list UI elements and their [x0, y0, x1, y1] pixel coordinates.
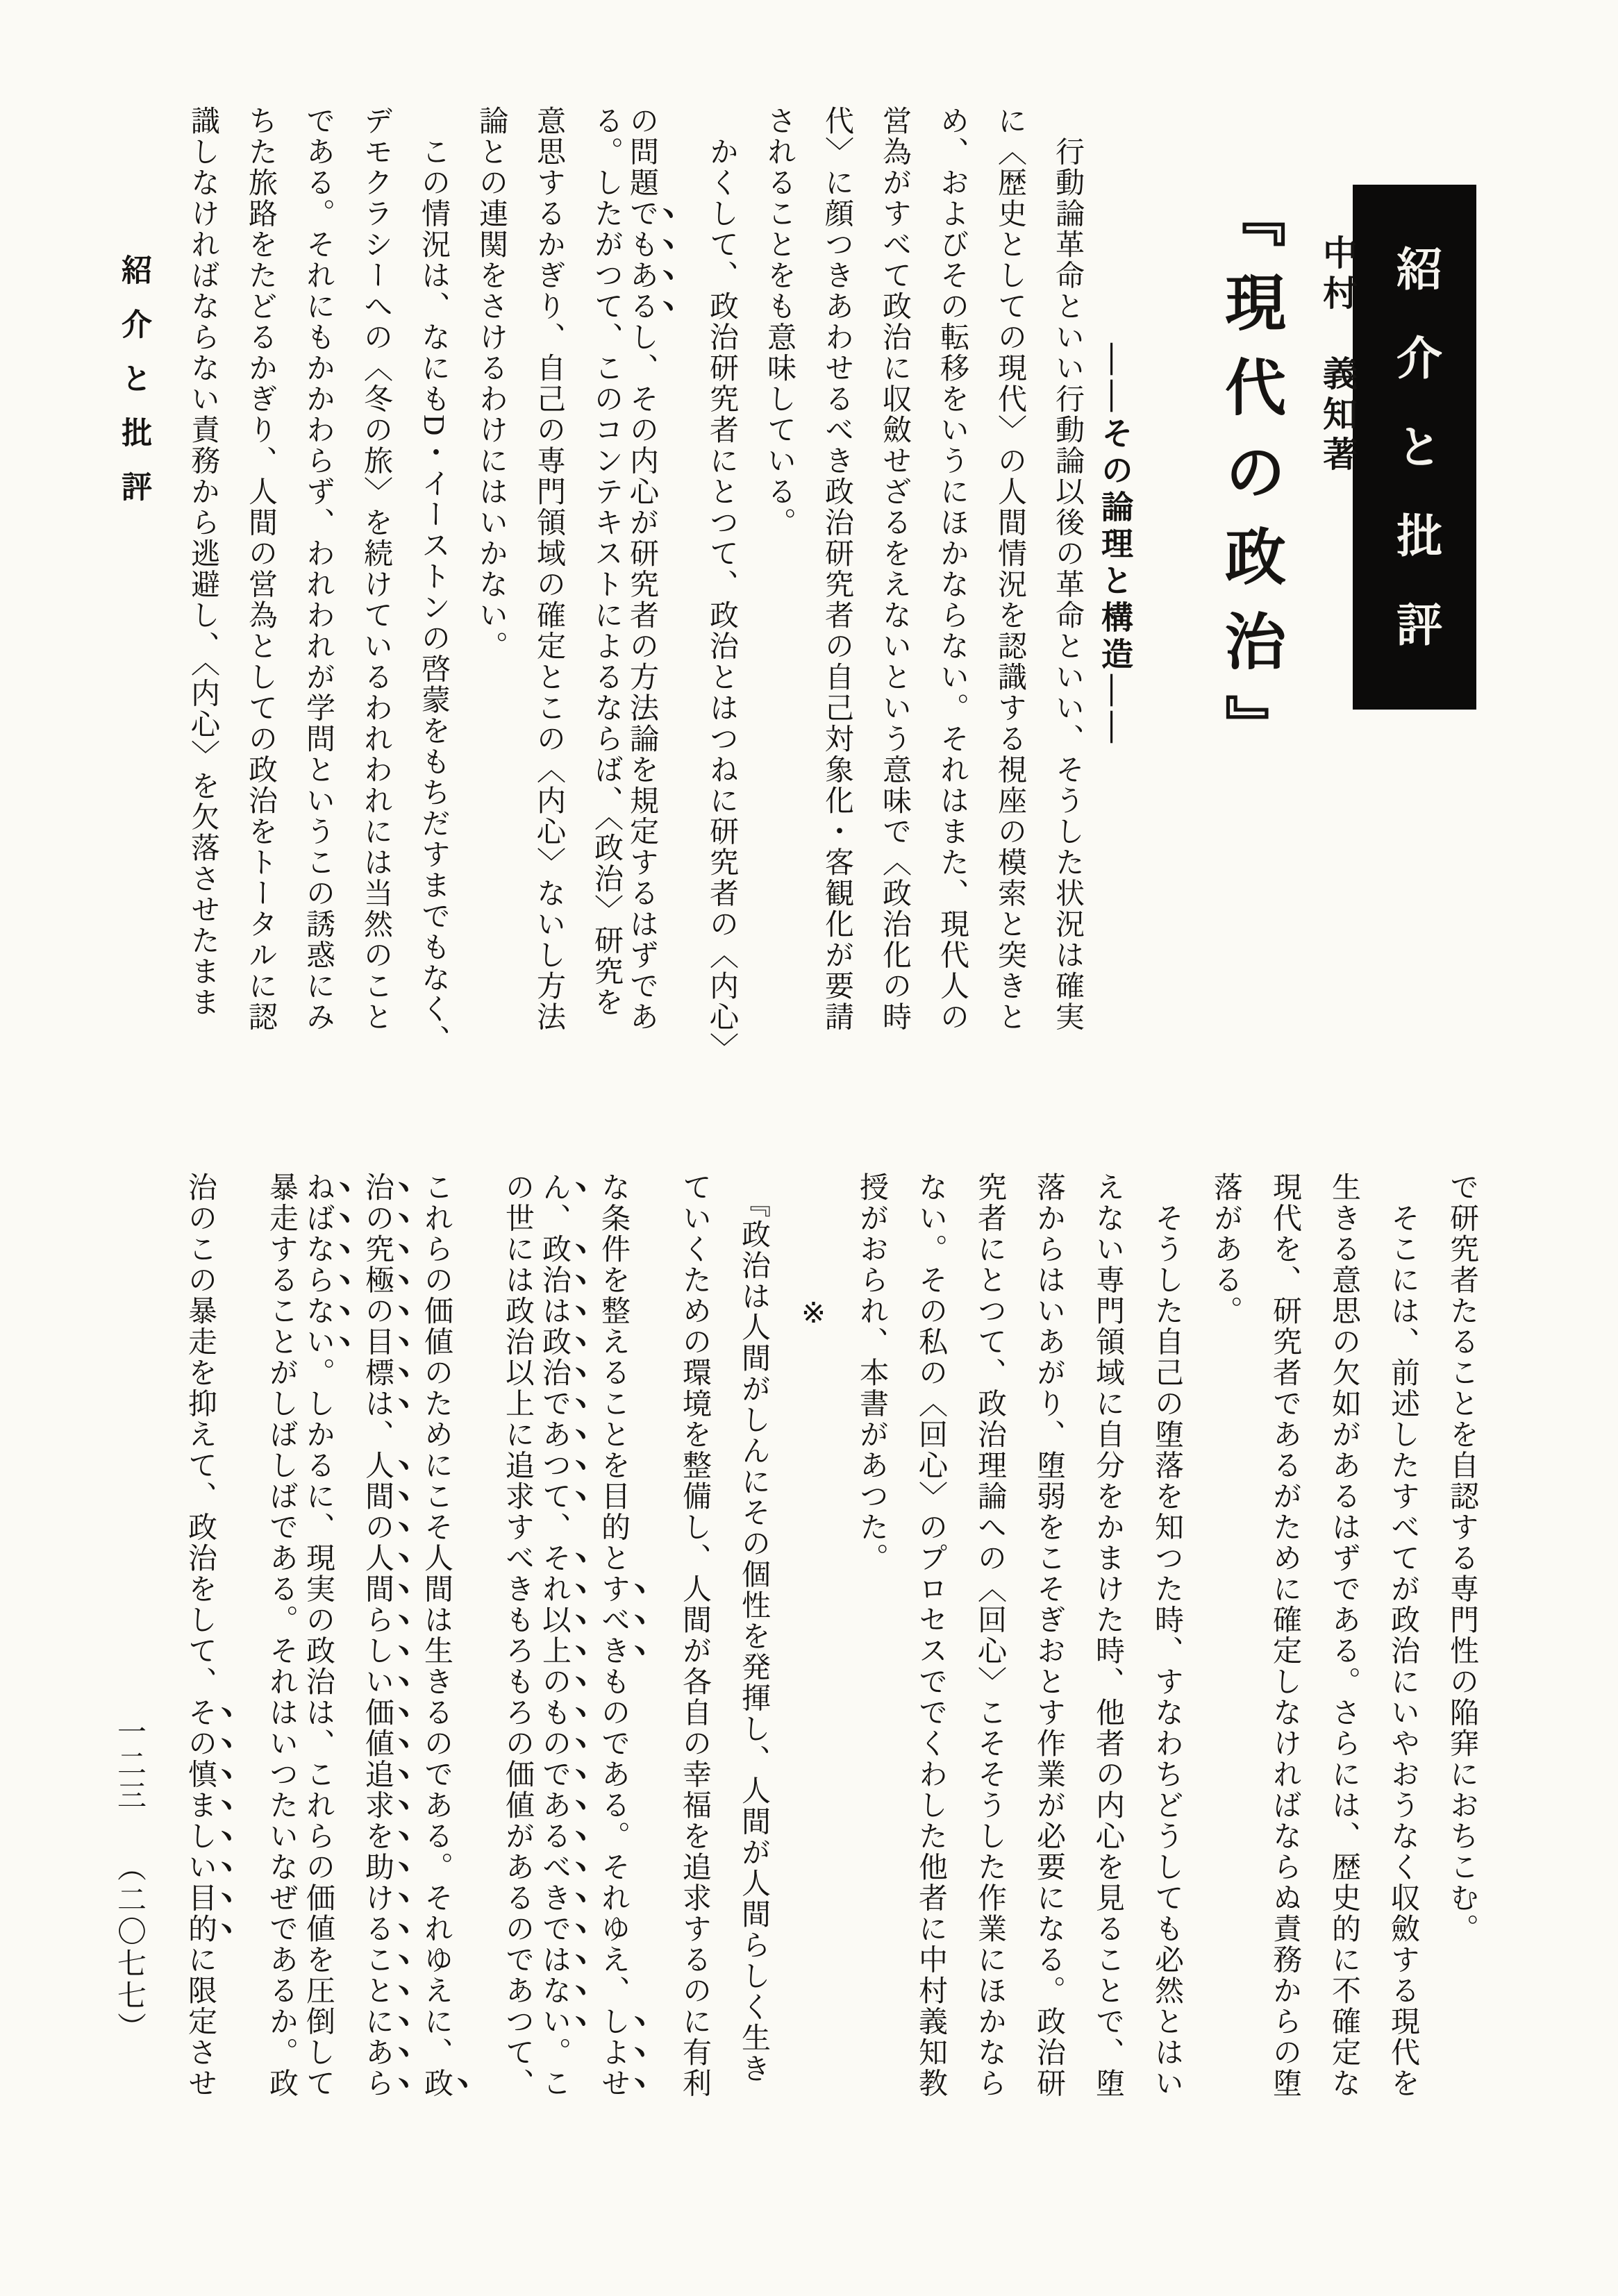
- text-column: [591, 1172, 650, 2175]
- text-column: [563, 106, 621, 1109]
- column-text: えない専門領域に自分をかまけた時、他者の内心を見ることで、堕: [1092, 1172, 1124, 2099]
- emphasized-text: 政: [420, 2068, 452, 2099]
- column-text: 。しかるに、現実の政治は、これらの価値を圧倒して: [302, 1357, 334, 2099]
- text-column: [473, 1172, 532, 2175]
- column-text: し、その内心が研究者の方法論を規定するはずであ: [626, 321, 658, 1032]
- column-text: 行動論革命といい行動論以後の革命といい、そうした状況は確実: [1051, 106, 1083, 1032]
- column-text: ていくための環境を整備し、人間が各自の幸福を追求するのに有利: [678, 1172, 710, 2099]
- text-column: [217, 106, 275, 1109]
- column-text: に限定させ: [184, 1944, 216, 2099]
- text-column: [414, 1172, 473, 2175]
- column-text: 営為がすべて政治に収斂せざるをえないという意味で〈政治化の時: [878, 106, 910, 1032]
- section-divider: [768, 1172, 827, 2175]
- body-top-block: [160, 106, 1082, 1109]
- text-column: [945, 1172, 1004, 2175]
- text-column: [1358, 1172, 1417, 2175]
- text-column: [532, 1172, 591, 2175]
- section-label-box: [1353, 185, 1476, 710]
- emphasized-text: でもある: [626, 198, 658, 322]
- page-number-main: 一二三: [113, 1716, 145, 1812]
- section-label: 紹介と批評: [1389, 245, 1440, 689]
- running-title: 紹介と批評: [117, 254, 151, 525]
- text-column: [1004, 1172, 1063, 2175]
- column-text: そこには、前述したすべてが政治にいやおうなく収斂する現代を: [1387, 1172, 1419, 2099]
- column-text: ちた旅路をたどるかぎり、人間の営為としての政治をトータルに認: [244, 106, 276, 1032]
- page-number: [108, 1716, 150, 2044]
- column-text: 。こ: [538, 2037, 570, 2099]
- column-text: デモクラシーへの〈冬の旅〉を続けているわれわれには当然のこと: [360, 106, 392, 1032]
- column-text: 治のこの暴走を抑えて、政治をして、: [184, 1172, 216, 1698]
- emphasized-text: ん: [538, 1172, 570, 1203]
- author-name: 中村 義知著: [1318, 235, 1357, 476]
- column-text: る。したがつて、このコンテキストによるならば、〈政治〉研究を: [590, 106, 622, 1018]
- column-text: 論との連関をさけるわけにはいかない。: [475, 106, 507, 662]
- text-column: [709, 1172, 768, 2175]
- column-text: ものである。それゆえ、: [597, 1666, 629, 2006]
- emphasized-text: 政治は政治であつて、それ以上のものであるべきではない: [538, 1234, 570, 2037]
- column-text: これらの価値のためにこそ人間は生きるのである。それゆえに、: [420, 1172, 452, 2068]
- text-column: [448, 106, 506, 1109]
- column-text: 生きる意思の欠如があるはずである。さらには、歴史的に不確定な: [1328, 1172, 1360, 2099]
- text-column: [178, 1172, 237, 2175]
- text-column: [886, 1172, 945, 2175]
- text-column: [1299, 1172, 1358, 2175]
- text-column: [160, 106, 217, 1109]
- column-text: 、: [538, 1203, 570, 1234]
- column-text: な条件を整えることを目的と: [597, 1172, 629, 1574]
- text-column: [390, 106, 448, 1109]
- column-text: 落からはいあがり、堕弱をこそぎおとす作業が必要になる。政治研: [1033, 1172, 1065, 2099]
- book-title: 『現代の政治』: [1216, 186, 1283, 779]
- emphasized-text: ねばならない: [302, 1172, 334, 1357]
- column-text: ない。その私の〈回心〉のプロセスででくわした他者に中村義知教: [915, 1172, 946, 2099]
- emphasized-text: すべき: [597, 1573, 629, 1666]
- emphasized-text: その慎ましい目的: [184, 1697, 216, 1945]
- text-column: [1024, 106, 1082, 1109]
- body-bottom-block: [178, 1172, 1476, 2175]
- column-text: されることをも意味している。: [763, 106, 795, 538]
- divider-mark: ※: [797, 1296, 828, 1332]
- text-column: [333, 106, 390, 1109]
- column-text: 識しなければならない責務から逃避し、〈内心〉を欠落させたまま: [187, 106, 219, 1018]
- column-text: 現代を、研究者であるがために確定しなければならぬ責務からの堕: [1269, 1172, 1301, 2099]
- text-column: [794, 106, 851, 1109]
- text-column: [621, 106, 678, 1109]
- book-subtitle: ――その論理と構造――: [1097, 343, 1133, 748]
- text-column: [851, 106, 909, 1109]
- column-text: の世には政治以上に追求すべきもろもろの価値があるのであつて、: [501, 1172, 533, 2099]
- emphasized-text: 治の究極の目標は、人間の人間らしい価値追求を助けることにあら: [361, 1172, 393, 2099]
- column-text: 代〉に顔つきあわせるべき政治研究者の自己対象化・客観化が要請: [821, 106, 853, 1032]
- text-column: [1417, 1172, 1476, 2175]
- column-text: である。それにもかかわらず、われわれが学問というこの誘惑にみ: [302, 106, 334, 1032]
- text-column: [237, 1172, 296, 2175]
- column-text: め、およびその転移をいうにほかならない。それはまた、現代人の: [936, 106, 968, 1032]
- column-text: 暴走することがしばしばである。それはいつたいなぜであるか。政: [265, 1172, 297, 2099]
- column-text: の問題: [626, 106, 658, 199]
- text-column: [1181, 1172, 1240, 2175]
- text-column: [1240, 1172, 1299, 2175]
- text-column: [827, 1172, 886, 2175]
- page-number-secondary: （二〇七七）: [113, 1852, 145, 2044]
- text-column: [967, 106, 1024, 1109]
- text-column: [1063, 1172, 1122, 2175]
- column-text: で研究者たることを自認する専門性の陥穽におちこむ。: [1446, 1172, 1478, 1945]
- emphasized-text: しよせ: [597, 2006, 629, 2099]
- text-column: [1122, 1172, 1181, 2175]
- column-text: 落がある。: [1210, 1172, 1242, 1327]
- column-text: 授がおられ、本書があつた。: [856, 1172, 887, 1574]
- text-column: [650, 1172, 709, 2175]
- column-text: この情況は、なにもD・イーストンの啓蒙をもちだすまでもなく、: [417, 106, 449, 1055]
- column-text: かくして、政治研究者にとつて、政治とはつねに研究者の〈内心〉: [706, 106, 737, 1064]
- column-text: 意思するかぎり、自己の専門領域の確定とこの〈内心〉ないし方法: [533, 106, 565, 1032]
- text-column: [355, 1172, 414, 2175]
- text-column: [736, 106, 794, 1109]
- column-text: 究者にとつて、政治理論への〈回心〉こそそうした作業にほかなら: [974, 1172, 1006, 2099]
- column-text: に〈歴史としての現代〉の人間情況を認識する視座の模索と突きと: [994, 106, 1026, 1032]
- text-column: [678, 106, 736, 1109]
- column-text: そうした自己の堕落を知つた時、すなわちどうしても必然とはい: [1151, 1172, 1183, 2099]
- text-column: [909, 106, 967, 1109]
- text-column: [296, 1172, 355, 2175]
- text-column: [275, 106, 333, 1109]
- column-text: 『政治は人間がしんにその個性を発揮し、人間が人間らしく生き: [737, 1172, 769, 2084]
- text-column: [506, 106, 563, 1109]
